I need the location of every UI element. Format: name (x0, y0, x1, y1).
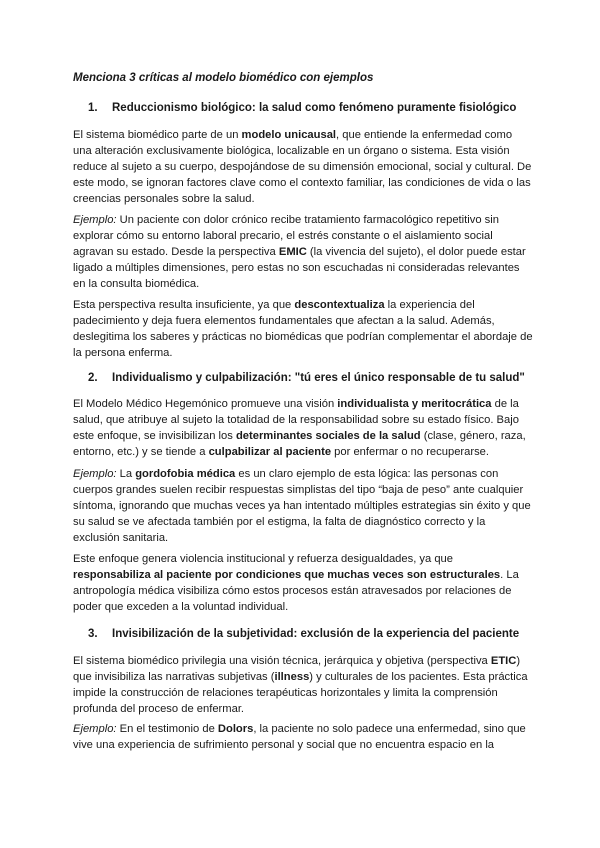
section-1-paragraph-1 (73, 127, 533, 207)
bold-term: illness (274, 671, 310, 683)
text-run: En el testimonio de (116, 723, 218, 735)
text-run: . La antropología médica visibiliza cómo estos procesos están atravesados por relaciones de poder que exceden a la voluntad individual. (73, 569, 519, 613)
bold-term: EMIC (278, 246, 307, 258)
text-run: por enfermar o no recuperarse. (331, 446, 490, 458)
text-run: (la vivencia del sujeto), el dolor puede estar ligado a múltiples dimensiones, pero estas no son escuchadas ni consideradas relevantes en la consulta biomédica. (73, 246, 526, 290)
text-run: El Modelo Médico Hegemónico promueve una visión (73, 398, 338, 410)
section-number: 2. (88, 372, 98, 384)
bold-term: culpabilizar al paciente (208, 446, 332, 458)
section-heading-text: Individualismo y culpabilización: "tú eres el único responsable de tu salud" (112, 372, 525, 384)
text-run: Esta perspectiva resulta insuficiente, ya que (73, 299, 295, 311)
text-run: ) y culturales de los pacientes. Esta práctica impide la construcción de relaciones terapéuticas horizontales y limita la comprensión profunda del proceso de enfermar. (73, 671, 528, 715)
example-label: Ejemplo: (73, 468, 117, 480)
section-heading-text: Reduccionismo biológico: la salud como fenómeno puramente fisiológico (112, 102, 517, 114)
bold-term: Dolors (217, 723, 254, 735)
section-1-paragraph-3 (73, 297, 533, 361)
text-run: Este enfoque genera violencia institucional y refuerza desigualdades, ya que (73, 553, 454, 565)
section-heading-text: Invisibilización de la subjetividad: exclusión de la experiencia del paciente (112, 628, 520, 640)
section-3-example (73, 721, 533, 753)
text-run: , la paciente no solo padece una enfermedad, sino que vive una experiencia de sufrimiento personal y social que no encuentra espacio en la (73, 723, 526, 751)
section-2-paragraph-3 (73, 551, 533, 615)
section-number: 3. (88, 628, 98, 640)
section-2-heading (88, 370, 525, 386)
page-title: Menciona 3 críticas al modelo biomédico con ejemplos (73, 72, 374, 84)
section-1-heading (88, 100, 516, 116)
text-run: La (116, 468, 136, 480)
section-3-paragraph-1 (73, 653, 533, 717)
bold-term: ETIC (490, 655, 517, 667)
bold-term: determinantes sociales de la salud (235, 430, 421, 442)
text-run: , que entiende la enfermedad como una alteración exclusivamente biológica, localizable en un órgano o sistema. Esta visión reduce al sujeto a su cuerpo, despojándose de su dimensión emocional, social y cultural. De este modo, se ignoran factores clave como el contexto familiar, las condiciones de vida o las creencias personales sobre la salud. (73, 129, 532, 205)
text-run: ) que invisibiliza las narrativas subjetivas ( (73, 655, 521, 683)
text-run: (clase, género, raza, entorno, etc.) y se tiende a (73, 430, 526, 458)
bold-term: descontextualiza (294, 299, 385, 311)
section-2-paragraph-1 (73, 396, 533, 460)
text-run: El sistema biomédico privilegia una visión técnica, jerárquica y objetiva (perspectiva (73, 655, 491, 667)
section-number: 1. (88, 102, 98, 114)
bold-term: modelo unicausal (241, 129, 337, 141)
bold-term: gordofobia médica (135, 468, 236, 480)
text-run: El sistema biomédico parte de un (73, 129, 242, 141)
text-run: la experiencia del padecimiento y deja fuera elementos fundamentales que afectan a la salud. Además, deslegitima los saberes y prácticas no biomédicas que podrían complementar el abordaje de la persona enferma. (73, 299, 533, 359)
section-1-example (73, 212, 533, 292)
bold-term: individualista y meritocrática (337, 398, 492, 410)
section-3-heading (88, 626, 519, 642)
text-run: es un claro ejemplo de esta lógica: las personas con cuerpos grandes suelen recibir respuestas simplistas del tipo “baja de peso” ante cualquier síntoma, ignorando que muchas veces ya han intentado múltiples estrategias sin éxito y que su salud se ve afectada también por el estigma, la falta de diagnóstico correcto y la exclusión sanitaria. (73, 468, 531, 544)
bold-term: responsabiliza al paciente por condiciones que muchas veces son estructurales (73, 569, 501, 581)
text-run: de la salud, que atribuye al sujeto la totalidad de la responsabilidad sobre su estado físico. Bajo este enfoque, se invisibilizan los (73, 398, 519, 442)
section-2-example (73, 466, 533, 546)
example-label: Ejemplo: (73, 214, 117, 226)
text-run: Un paciente con dolor crónico recibe tratamiento farmacológico repetitivo sin explorar cómo su entorno laboral precario, el estrés constante o el aislamiento social agravan su estado. Desde la perspectiva (73, 214, 499, 258)
example-label: Ejemplo: (73, 723, 117, 735)
